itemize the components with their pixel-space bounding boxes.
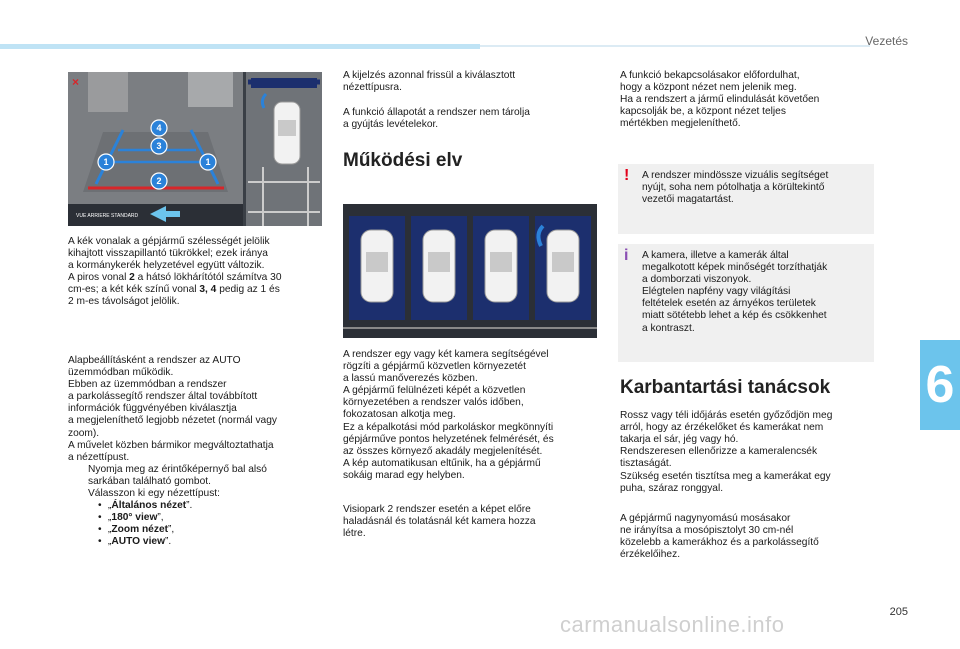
label-4: 4 xyxy=(156,123,162,133)
list-item: • „180° view”, xyxy=(108,512,328,524)
col3-para-2: Rossz vagy téli időjárás esetén győződjön meg arról, hogy az érzékelőket és kamerákat nem takarja el sár, jég vagy hó. Rendszeresen ellenőrizze a kameralencsék tisztaságát. Szükség esetén tisztítsa meg a kamerákat egy puha, száraz ronggyal. xyxy=(620,410,833,494)
col3-para-3: A gépjármű nagynyomású mosásakor ne irányítsa a mosópisztolyt 30 cm-nél közelebb a kamerákhoz és a parkolássegítő érzékelőihez. xyxy=(620,512,819,561)
list-item: • „Általános nézet”. xyxy=(108,500,328,512)
col1-step-2: Válasszon ki egy nézettípust: xyxy=(88,488,220,500)
top-view-figure xyxy=(343,204,597,338)
label-2: 2 xyxy=(156,176,162,186)
col2-para-2: A funkció állapotát a rendszer nem tárolja a gyújtás levételekor. xyxy=(343,107,530,131)
info-icon: i xyxy=(624,247,629,264)
rear-camera-figure xyxy=(68,72,322,226)
watermark: carmanualsonline.info xyxy=(560,612,785,637)
warning-text: A rendszer mindössze vizuális segítséget nyújt, soha nem pótolhatja a körültekintő vezetői magatartást. xyxy=(642,170,829,206)
col2-para-1: A kijelzés azonnal frissül a kiválasztott nézettípusra. xyxy=(343,70,516,94)
info-text: A kamera, illetve a kamerák által megalkotott képek minőségét torzíthatják a domborzati viszonyok. Elégtelen napfény vagy világítási feltételek esetén az árnyékos területek miatt sötétebb lehet a kép és csökkenhet a kontraszt. xyxy=(642,250,828,334)
column-1 xyxy=(68,236,328,309)
section-title: Vezetés xyxy=(865,34,908,48)
screen-caption: VUE ARRIERE STANDARD xyxy=(76,213,139,219)
page-number: 205 xyxy=(889,606,908,618)
heading-karbantartas: Karbantartási tanácsok xyxy=(620,377,831,398)
column-3 xyxy=(620,70,880,130)
col2-para-4: Visiopark 2 rendszer esetén a képet előre haladásnál és tolatásnál két kamera hozza létre. xyxy=(343,504,536,540)
warning-icon: ! xyxy=(624,167,630,184)
col3-para-1: A funkció bekapcsolásakor előfordulhat, hogy a központ nézet nem jelenik meg. Ha a rendszert a jármű elindulását követően kapcsolják be, a központ nézet teljes mértékben megjeleníthető. xyxy=(620,70,820,130)
col1-step-1: Nyomja meg az érintőképernyő bal alsó sarkában található gombot. xyxy=(88,463,267,487)
column-3-lower xyxy=(620,377,882,561)
close-icon: × xyxy=(72,75,80,89)
label-3: 3 xyxy=(156,141,162,151)
header-bar-thin xyxy=(480,45,870,47)
list-item: • „AUTO view”. xyxy=(108,536,328,548)
view-list xyxy=(88,500,328,548)
info-note xyxy=(618,244,874,362)
header-bar xyxy=(0,44,480,49)
label-1-left: 1 xyxy=(103,157,109,167)
col2-para-3: A rendszer egy vagy két kamera segítségével rögzíti a gépjármű közvetlen környezetét a lassú manőverezés közben. A gépjármű felülnézeti képét a közvetlen környezetében a rendszer valós időben, fokozatosan alkotja meg. Ez a képalkotási mód parkoláskor megkönnyíti gépjárműve pontos helyzetének felmérését, és az összes környező akadály megjelenítését. A kép automatikusan eltűnik, ha a gépjármű sokáig marad egy helyben. xyxy=(343,349,554,481)
warning-note xyxy=(618,164,874,234)
col1-para-2: Alapbeállításként a rendszer az AUTO üzemmódban működik. Ebben az üzemmódban a rendszer a parkolássegítő rendszer által továbbított információk függvényében kiválasztja a megjeleníthető legjobb nézetet (normál vagy zoom). A művelet közben bármikor megváltoztathatja a nézettípust. xyxy=(68,355,277,463)
column-2-lower xyxy=(343,349,605,540)
column-1-lower xyxy=(68,355,328,549)
column-2 xyxy=(343,70,603,172)
col1-para-1: A kék vonalak a gépjármű szélességét jelölik kihajtott visszapillantó tükrökkel; ezek iránya a kormánykerék helyzetével együtt változik. xyxy=(68,236,270,272)
list-item: • „Zoom nézet”, xyxy=(108,524,328,536)
col1-para-1b: A piros vonal 2 a hátsó lökhárítótól számítva 30 cm-es; a két kék színű vonal 3, 4 pedig az 1 és 2 m-es távolságot jelölik. xyxy=(68,272,282,308)
chapter-tab: 6 xyxy=(920,340,960,430)
heading-mukodesi-elv: Működési elv xyxy=(343,150,463,172)
label-1-right: 1 xyxy=(205,157,211,167)
